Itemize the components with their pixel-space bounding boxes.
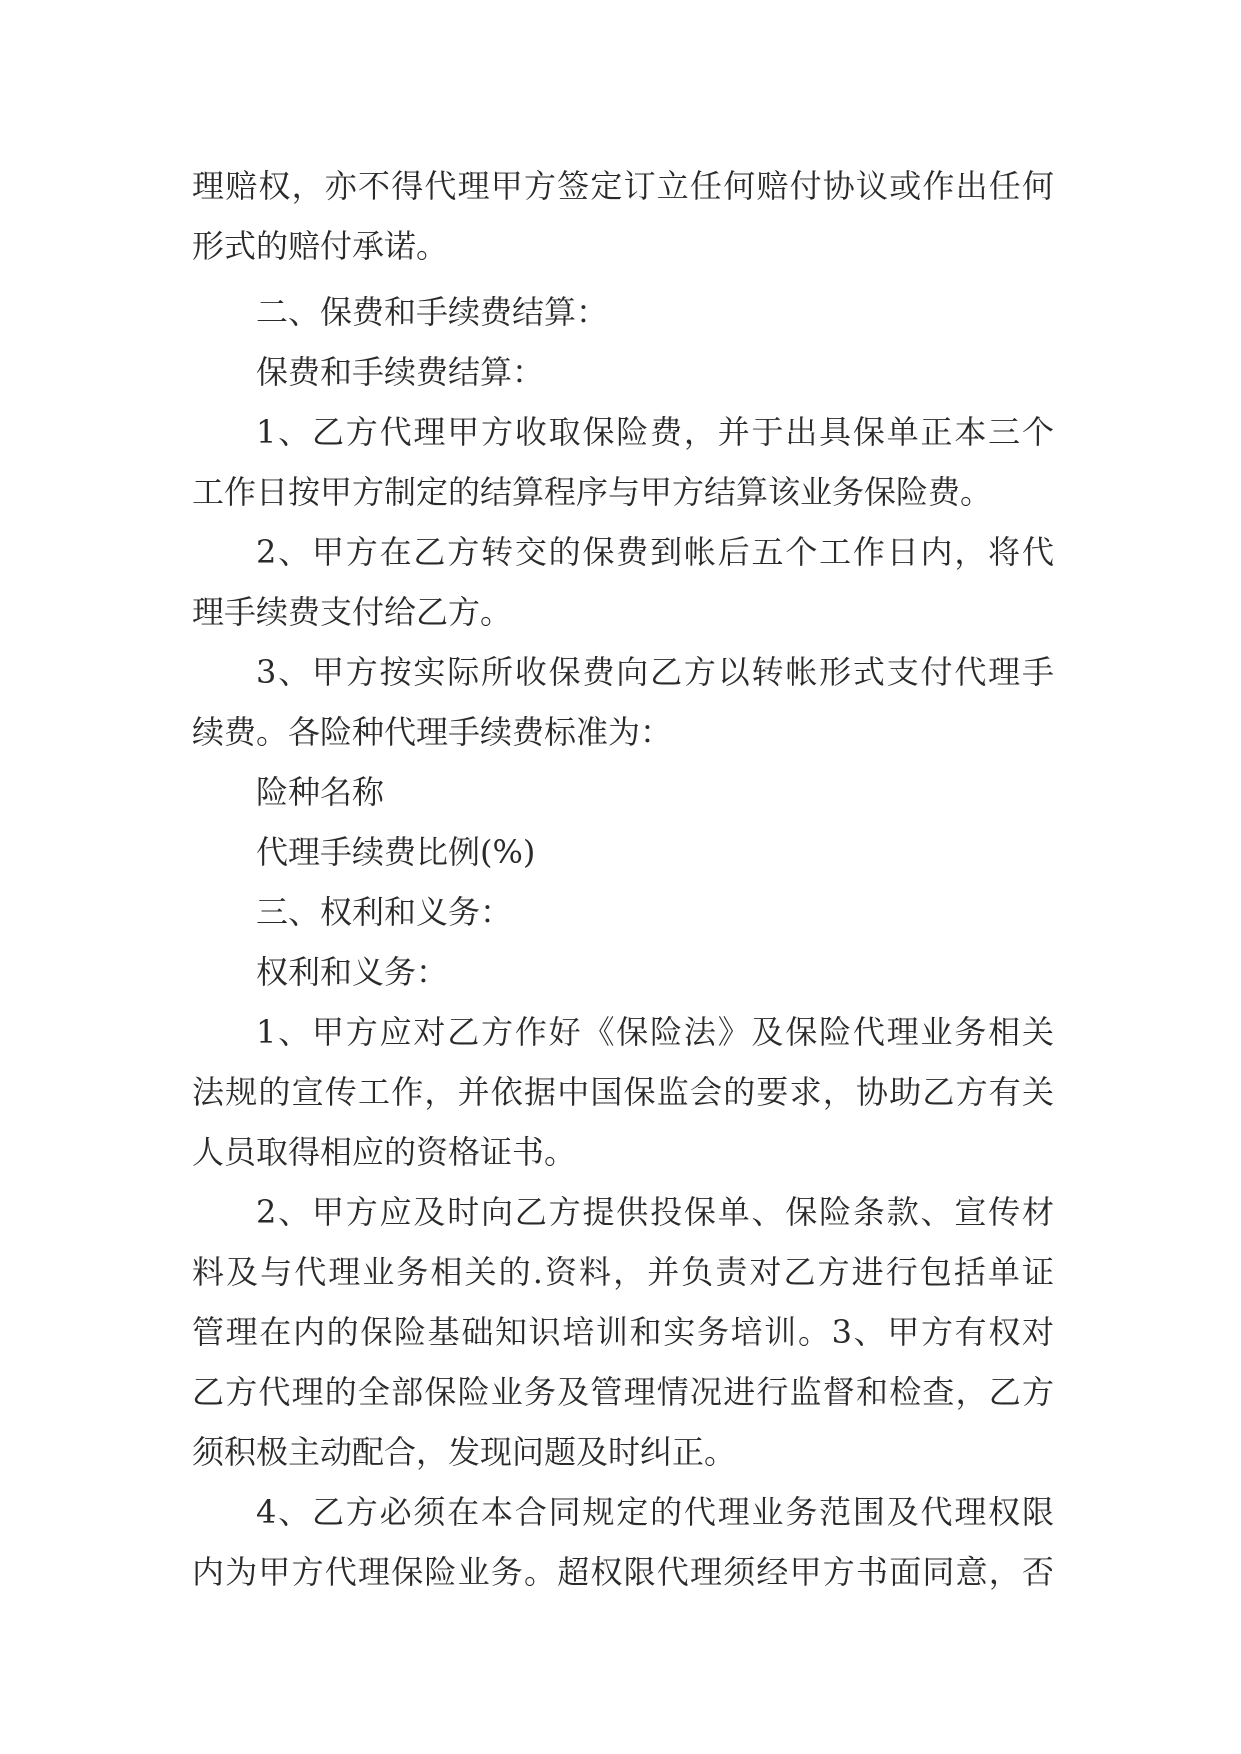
section-heading: 三、权利和义务： — [256, 893, 513, 931]
subsection-heading: 保费和手续费结算： — [256, 353, 545, 391]
paragraph-line: 法规的宣传工作，并依据中国保监会的要求，协助乙方有关 — [192, 1073, 1054, 1111]
paragraph-line: 理赔权，亦不得代理甲方签定订立任何赔付协议或作出任何 — [192, 167, 1054, 205]
document-body — [192, 156, 1054, 1602]
paragraph-line: 人员取得相应的资格证书。 — [192, 1133, 577, 1171]
table-label: 险种名称 — [256, 773, 385, 811]
paragraph-line: 形式的赔付承诺。 — [192, 227, 449, 265]
paragraph-line: 1、乙方代理甲方收取保险费，并于出具保单正本三个 — [256, 413, 1054, 451]
paragraph-line: 须积极主动配合，发现问题及时纠正。 — [192, 1433, 737, 1471]
table-label: 代理手续费比例(%) — [256, 833, 536, 871]
paragraph-line: 理手续费支付给乙方。 — [192, 593, 513, 631]
section-heading: 二、保费和手续费结算： — [256, 293, 609, 331]
paragraph-line: 管理在内的保险基础知识培训和实务培训。3、甲方有权对 — [192, 1313, 1054, 1351]
paragraph-line: 料及与代理业务相关的.资料，并负责对乙方进行包括单证 — [192, 1253, 1054, 1291]
paragraph-line: 2、甲方在乙方转交的保费到帐后五个工作日内，将代 — [256, 533, 1054, 571]
paragraph-line: 续费。各险种代理手续费标准为： — [192, 713, 673, 751]
paragraph-line: 乙方代理的全部保险业务及管理情况进行监督和检查，乙方 — [192, 1373, 1054, 1411]
paragraph-line: 2、甲方应及时向乙方提供投保单、保险条款、宣传材 — [256, 1193, 1054, 1231]
paragraph-line: 3、甲方按实际所收保费向乙方以转帐形式支付代理手 — [256, 653, 1054, 691]
paragraph-line: 工作日按甲方制定的结算程序与甲方结算该业务保险费。 — [192, 473, 993, 511]
paragraph-line: 4、乙方必须在本合同规定的代理业务范围及代理权限 — [256, 1493, 1054, 1531]
subsection-heading: 权利和义务： — [256, 953, 449, 991]
paragraph-line: 内为甲方代理保险业务。超权限代理须经甲方书面同意，否 — [192, 1553, 1054, 1591]
paragraph-line: 1、甲方应对乙方作好《保险法》及保险代理业务相关 — [256, 1013, 1054, 1051]
